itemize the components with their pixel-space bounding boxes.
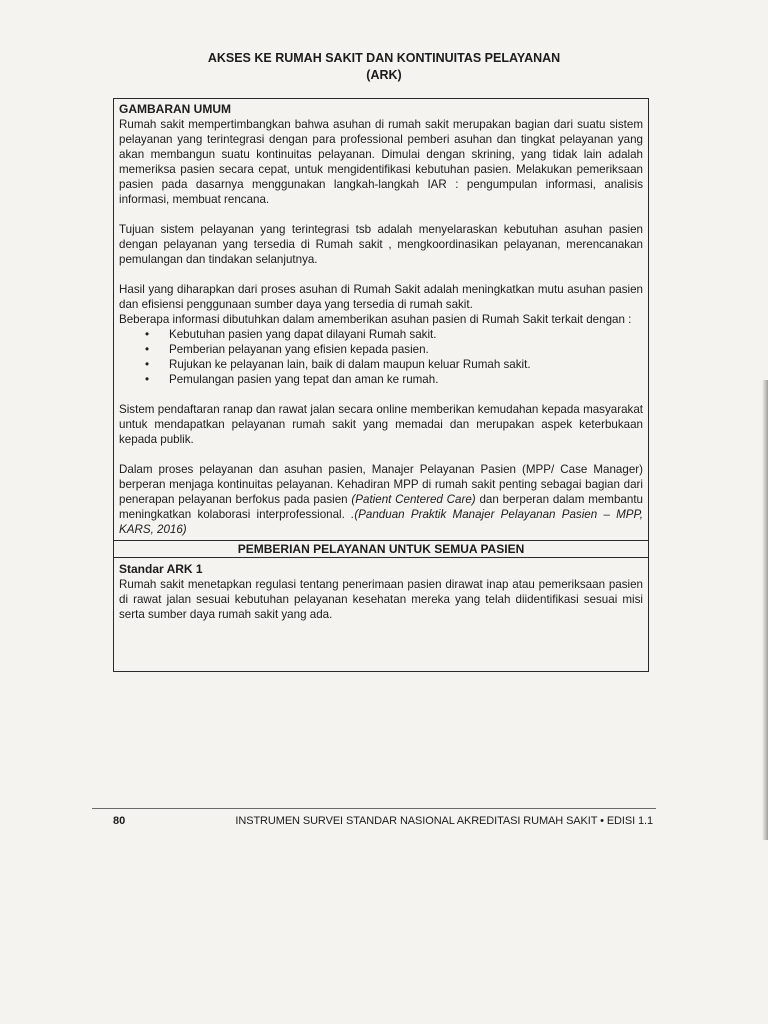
standard-label: Standar ARK 1 xyxy=(119,562,203,576)
bullet-list xyxy=(119,327,643,387)
para6-italic-1: (Patient Centered Care) xyxy=(351,493,476,506)
content-frame xyxy=(113,98,649,672)
paragraph-purpose: Tujuan sistem pelayanan yang terintegrasi tsb adalah menyelaraskan kebutuhan asuhan pasien dengan pelayanan yang tersedia di Rumah sakit , mengkoordinasikan pelayanan, merencanakan pemulangan dan tindakan selanjutnya. xyxy=(119,223,643,266)
para6-italic-2: .(Panduan Praktik Manajer Pelayanan Pasien – MPP, KARS, 2016) xyxy=(119,508,643,536)
footer-text: INSTRUMEN SURVEI STANDAR NASIONAL AKREDITASI RUMAH SAKIT • EDISI 1.1 xyxy=(235,815,653,827)
bullet-item-3: • Rujukan ke pelayanan lain, baik di dalam maupun keluar Rumah sakit. xyxy=(169,357,643,372)
bullet-item-4: • Pemulangan pasien yang tepat dan aman ke rumah. xyxy=(169,372,643,387)
content-inner xyxy=(114,99,648,622)
band-heading: PEMBERIAN PELAYANAN UNTUK SEMUA PASIEN xyxy=(114,540,648,558)
section-heading: GAMBARAN UMUM xyxy=(119,102,231,116)
para6-text-b: dan berperan dalam membantu meningkatkan kolaborasi interprofessional. xyxy=(119,493,643,521)
paragraph-information-needed: Beberapa informasi dibutuhkan dalam amemberikan asuhan pasien di Rumah Sakit terkait dengan : xyxy=(119,313,632,326)
paragraph-expected-result: Hasil yang diharapkan dari proses asuhan di Rumah Sakit adalah meningkatkan mutu asuhan pasien dan efisiensi penggunaan sumber daya yang tersedia di rumah sakit. xyxy=(119,283,643,311)
bullet-item-1: • Kebutuhan pasien yang dapat dilayani Rumah sakit. xyxy=(169,327,643,342)
para6-text-a: Dalam proses pelayanan dan asuhan pasien, Manajer Pelayanan Pasien (MPP/ Case Manager) berperan menjaga kontinuitas pelayanan. Kehadiran MPP di rumah sakit penting sebagai bagian dari penerapan pelayanan berfokus pada pasien xyxy=(119,463,643,506)
paragraph-overview: Rumah sakit mempertimbangkan bahwa asuhan di rumah sakit merupakan bagian dari suatu sistem pelayanan yang terintegrasi dengan para professional pemberi asuhan dan tingkat pelayanan yang akan membangun suatu kontinuitas pelayanan. Dimulai dengan skrining, yang tidak lain adalah memeriksa pasien secara cepat, untuk mengidentifikasi kebutuhan pasien. Melakukan pemeriksaan pasien pada dasarnya menggunakan langkah-langkah IAR : pengumpulan informasi, analisis informasi, membuat rencana. xyxy=(119,118,643,206)
paragraph-case-manager xyxy=(119,462,643,537)
standard-text: Rumah sakit menetapkan regulasi tentang penerimaan pasien dirawat inap atau pemeriksaan pasien di rawat jalan sesuai kebutuhan pelayanan kesehatan mereka yang telah diidentifikasi sesuai misi serta sumber daya rumah sakit yang ada. xyxy=(119,578,643,621)
paragraph-online-registration: Sistem pendaftaran ranap dan rawat jalan secara online memberikan kemudahan kepada masyarakat untuk mendapatkan pelayanan rumah sakit yang memadai dan merupakan aspek keterbukaan kepada publik. xyxy=(119,403,643,446)
scan-shadow xyxy=(762,380,768,840)
footer-divider xyxy=(92,808,656,809)
page-title xyxy=(0,50,768,84)
title-line-1: AKSES KE RUMAH SAKIT DAN KONTINUITAS PELAYANAN xyxy=(207,51,561,65)
page-number: 80 xyxy=(113,815,126,827)
title-line-2: (ARK) xyxy=(366,68,402,82)
bullet-item-2: • Pemberian pelayanan yang efisien kepada pasien. xyxy=(169,342,643,357)
